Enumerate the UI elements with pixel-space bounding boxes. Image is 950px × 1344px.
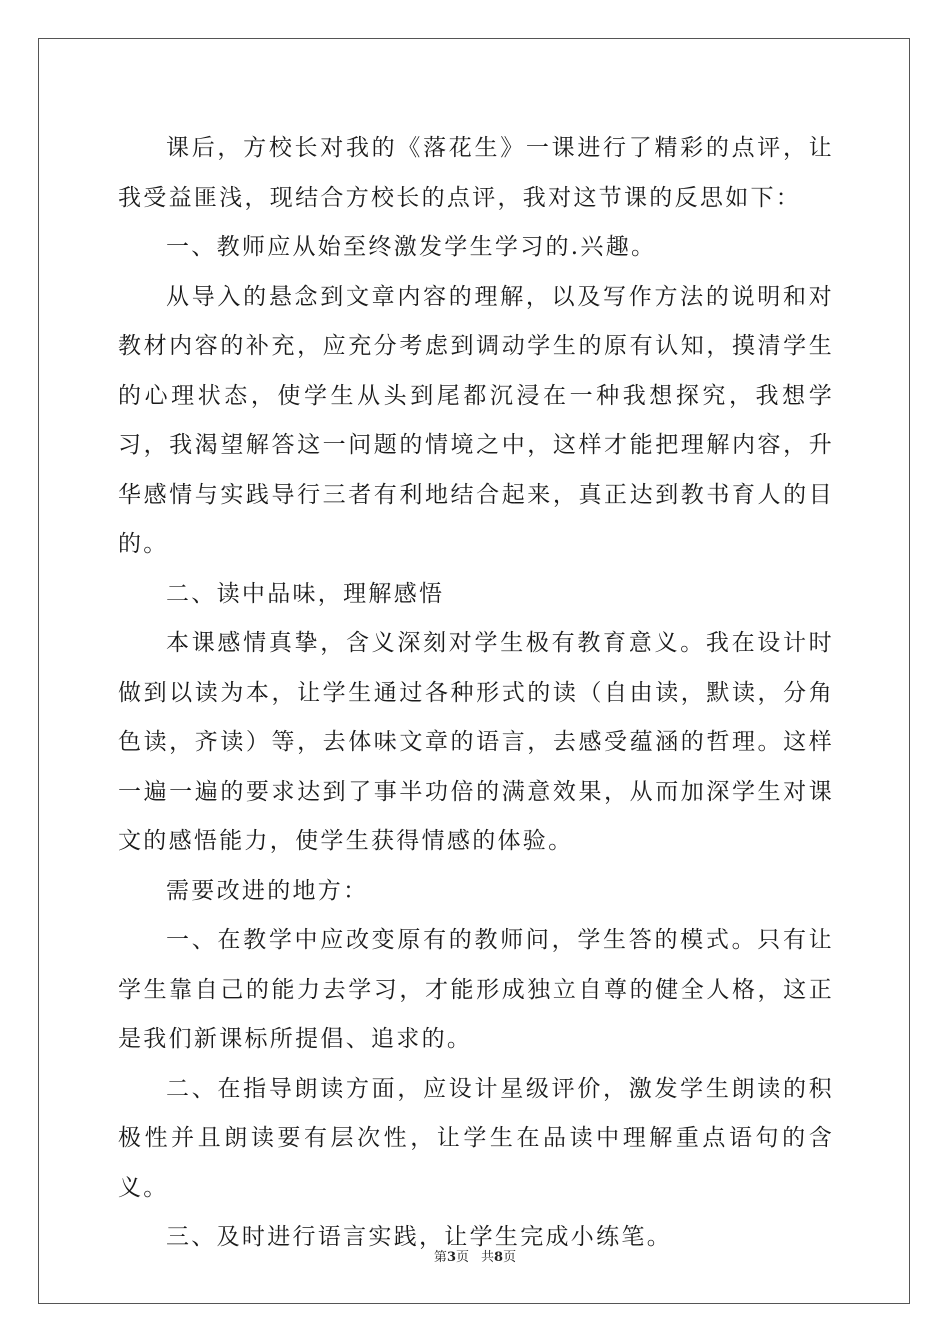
footer-total-prefix: 共 [481,1250,495,1265]
paragraph-point-2: 本课感情真挚，含义深刻对学生极有教育意义。我在设计时做到以读为本，让学生通过各种形式的读（自由读，默读，分角色读，齐读）等，去体味文章的语言，去感受蕴涵的哲理。这样一遍一遍的要求达到了事半功倍的满意效果，从而加深学生对课文的感悟能力，使学生获得情感的体验。 [118,630,834,854]
footer-page-number: 3 [446,1250,456,1265]
paragraph-intro: 课后，方校长对我的《落花生》一课进行了精彩的点评，让我受益匪浅，现结合方校长的点评，我对这节课的反思如下： [118,135,834,211]
footer-total-suffix: 页 [503,1250,517,1265]
heading-improvements: 需要改进的地方： [166,877,369,904]
page-footer [0,1246,950,1265]
heading-point-2: 二、读中品味，理解感悟 [166,580,445,607]
paragraph-point-1: 从导入的悬念到文章内容的理解，以及写作方法的说明和对教材内容的补充，应充分考虑到调动学生的原有认知，摸清学生的心理状态，使学生从头到尾都沉浸在一种我想探究，我想学习，我渴望解答这一问题的情境之中，这样才能把理解内容，升华感情与实践导行三者有利地结合起来，真正达到教书育人的目的。 [118,283,834,557]
paragraph-improvement-3: 三、及时进行语言实践，让学生完成小练笔。 [166,1224,672,1250]
footer-page-suffix: 页 [455,1250,469,1265]
heading-point-1: 一、教师应从始至终激发学生学习的.兴趣。 [166,234,657,260]
paragraph-improvement-1: 一、在教学中应改变原有的教师问，学生答的模式。只有让学生靠自己的能力去学习，才能形成独立自尊的健全人格，这正是我们新课标所提倡、追求的。 [118,927,834,1052]
footer-total-number: 8 [494,1250,504,1265]
paragraph-improvement-2: 二、在指导朗读方面，应设计星级评价，激发学生朗读的积极性并且朗读要有层次性，让学生在品读中理解重点语句的含义。 [118,1075,834,1201]
document-body [118,124,834,1263]
footer-page-prefix: 第 [433,1250,447,1265]
